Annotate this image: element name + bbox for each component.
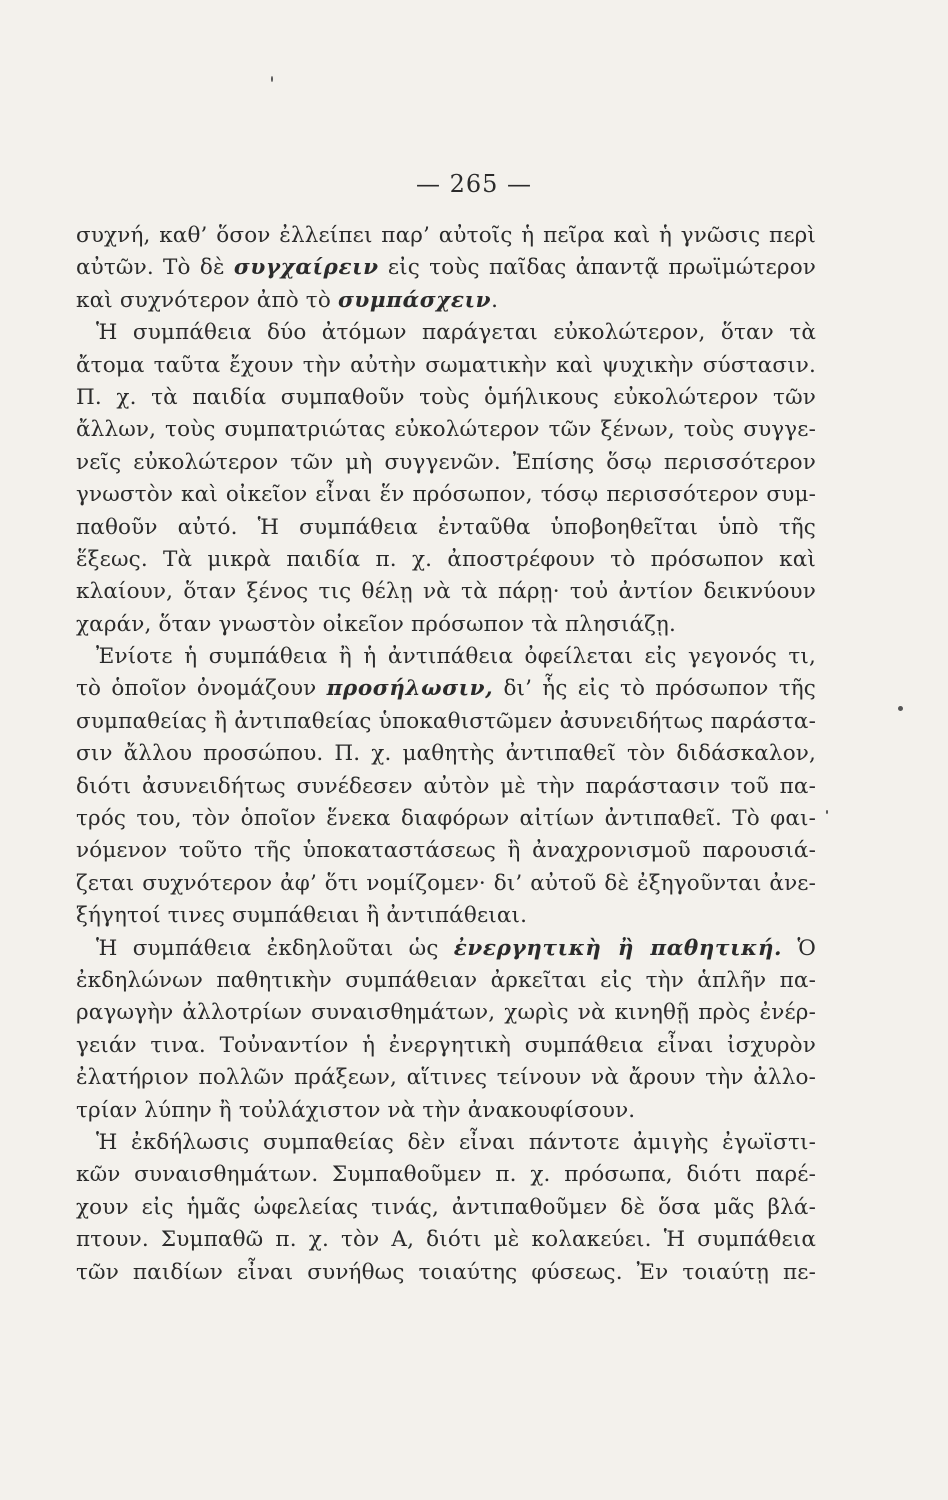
ink-speck — [826, 810, 828, 814]
text-line — [76, 673, 816, 705]
text-segment: παθοῦν αὐτό. Ἡ συμπάθεια ἐνταῦθα ὑποβοηθεῖται ὑπὸ τῆς — [76, 514, 816, 540]
text-line — [76, 641, 816, 673]
text-line — [76, 1095, 816, 1127]
text-line — [76, 706, 816, 738]
text-line — [76, 933, 816, 965]
text-segment: Ἡ συμπάθεια ἐκδηλοῦται ὡς — [96, 935, 454, 961]
text-segment: χαράν, ὅταν γνωστὸν οἰκεῖον πρόσωπον τὰ πλησιάζῃ. — [76, 611, 676, 637]
text-segment: συμπαθείας ἢ ἀντιπαθείας ὑποκαθιστῶμεν ἀσυνειδήτως παράστα- — [76, 708, 816, 734]
text-segment: γειάν τινα. Τοὐναντίον ἡ ἐνεργητικὴ συμπάθεια εἶναι ἰσχυρὸν — [76, 1032, 816, 1058]
text-segment: Ἡ συμπάθεια δύο ἀτόμων παράγεται εὐκολώτερον, ὅταν τὰ — [96, 320, 816, 346]
text-line — [76, 965, 816, 997]
text-segment: ἐκδηλώνων παθητικὴν συμπάθειαν ἀρκεῖται εἰς τὴν ἁπλῆν πα- — [76, 967, 816, 993]
text-segment: καὶ συχνότερον ἀπὸ τὸ — [76, 287, 338, 313]
text-segment: ἄτομα ταῦτα ἔχουν τὴν αὐτὴν σωματικὴν καὶ ψυχικὴν σύστασιν. — [76, 352, 816, 378]
emphasized-term: ἐνεργητικὴ ἢ παθητική. — [453, 935, 783, 961]
emphasized-term: συμπάσχειν — [337, 287, 492, 313]
text-segment: κῶν συναισθημάτων. Συμπαθοῦμεν π. χ. πρόσωπα, διότι παρέ- — [76, 1162, 816, 1188]
text-segment: σιν ἄλλου προσώπου. Π. χ. μαθητὴς ἀντιπαθεῖ τὸν διδάσκαλον, — [76, 741, 816, 767]
text-line — [76, 447, 816, 479]
text-line — [76, 900, 816, 932]
text-segment: τὸ ὁποῖον ὀνομάζουν — [76, 676, 327, 702]
text-line — [76, 414, 816, 446]
text-line — [76, 220, 816, 252]
text-segment: ξήγητοί τινες συμπάθειαι ἢ ἀντιπάθειαι. — [76, 903, 528, 929]
text-segment: πτουν. Συμπαθῶ π. χ. τὸν Α, διότι μὲ κολακεύει. Ἡ συμπάθεια — [76, 1227, 816, 1253]
text-line — [76, 544, 816, 576]
text-line — [76, 1030, 816, 1062]
text-line — [76, 512, 816, 544]
text-line — [76, 382, 816, 414]
page-number: — 265 — — [415, 170, 533, 198]
text-line — [76, 609, 816, 641]
text-segment: γνωστὸν καὶ οἰκεῖον εἶναι ἕν πρόσωπον, τόσῳ περισσότερον συμ- — [76, 482, 816, 508]
text-segment: Ἐνίοτε ἡ συμπάθεια ἢ ἡ ἀντιπάθεια ὀφείλεται εἰς γεγονός τι, — [96, 644, 816, 670]
text-line — [76, 868, 816, 900]
text-line — [76, 835, 816, 867]
ink-speck — [898, 706, 903, 711]
body-text — [76, 220, 816, 1289]
text-segment: ἐλατήριον πολλῶν πράξεων, αἵτινες τείνουν νὰ ἄρουν τὴν ἀλλο- — [76, 1065, 816, 1091]
text-segment: ζεται συχνότερον ἀφ’ ὅτι νομίζομεν· δι’ αὐτοῦ δὲ ἐξηγοῦνται ἀνε- — [76, 870, 816, 896]
text-segment: νόμενον τοῦτο τῆς ὑποκαταστάσεως ἢ ἀναχρονισμοῦ παρουσιά- — [76, 838, 816, 864]
emphasized-term: συγχαίρειν — [233, 255, 379, 281]
text-segment: διότι ἀσυνειδήτως συνέδεσεν αὐτὸν μὲ τὴν παράστασιν τοῦ πα- — [76, 773, 816, 799]
text-segment: ραγωγὴν ἀλλοτρίων συναισθημάτων, χωρὶς νὰ κινηθῇ πρὸς ἐνέρ- — [76, 1000, 816, 1026]
text-segment: Ἡ ἐκδήλωσις συμπαθείας δὲν εἶναι πάντοτε ἀμιγὴς ἐγωϊστι- — [96, 1129, 816, 1155]
text-segment: Π. χ. τὰ παιδία συμπαθοῦν τοὺς ὁμήλικους εὐκολώτερον τῶν — [76, 384, 816, 410]
text-segment: νεῖς εὐκολώτερον τῶν μὴ συγγενῶν. Ἐπίσης ὅσῳ περισσότερον — [76, 449, 816, 475]
text-line — [76, 576, 816, 608]
ink-speck — [271, 76, 273, 82]
emphasized-term: προσήλωσιν, — [326, 676, 494, 702]
text-line — [76, 803, 816, 835]
text-line — [76, 479, 816, 511]
text-segment: Ὁ — [782, 935, 816, 961]
text-line — [76, 1062, 816, 1094]
text-line — [76, 997, 816, 1029]
text-segment: . — [491, 287, 499, 313]
text-segment: εἰς τοὺς παῖδας ἀπαντᾷ πρωϊμώτερον — [378, 255, 817, 281]
text-line — [76, 1257, 816, 1289]
text-line — [76, 350, 816, 382]
text-segment: τρός του, τὸν ὁποῖον ἕνεκα διαφόρων αἰτίων ἀντιπαθεῖ. Τὸ φαι- — [76, 806, 816, 832]
text-line — [76, 1127, 816, 1159]
text-line — [76, 317, 816, 349]
text-segment: δι’ ἧς εἰς τὸ πρόσωπον τῆς — [493, 676, 816, 702]
text-line — [76, 285, 816, 317]
text-segment: τῶν παιδίων εἶναι συνήθως τοιαύτης φύσεως. Ἐν τοιαύτῃ πε- — [76, 1259, 816, 1285]
text-segment: συχνή, καθ’ ὅσον ἐλλείπει παρ’ αὐτοῖς ἡ πεῖρα καὶ ἡ γνῶσις περὶ — [76, 223, 816, 248]
text-line — [76, 1159, 816, 1191]
text-segment: κλαίουν, ὅταν ξένος τις θέλῃ νὰ τὰ πάρῃ· τοὐ ἀντίον δεικνύουν — [76, 579, 816, 605]
text-segment: αὐτῶν. Τὸ δὲ — [76, 255, 234, 281]
text-line — [76, 1224, 816, 1256]
text-line — [76, 1192, 816, 1224]
text-segment: χουν εἰς ἡμᾶς ὠφελείας τινάς, ἀντιπαθοῦμεν δὲ ὅσα μᾶς βλά- — [76, 1194, 816, 1220]
text-segment: τρίαν λύπην ἢ τοὐλάχιστον νὰ τὴν ἀνακουφίσουν. — [76, 1097, 636, 1123]
text-line — [76, 252, 816, 284]
text-line — [76, 771, 816, 803]
text-line — [76, 738, 816, 770]
text-segment: ἄλλων, τοὺς συμπατριώτας εὐκολώτερον τῶν ξένων, τοὺς συγγε- — [76, 417, 816, 443]
text-segment: ἕξεως. Τὰ μικρὰ παιδία π. χ. ἀποστρέφουν τὸ πρόσωπον καὶ — [76, 546, 816, 572]
